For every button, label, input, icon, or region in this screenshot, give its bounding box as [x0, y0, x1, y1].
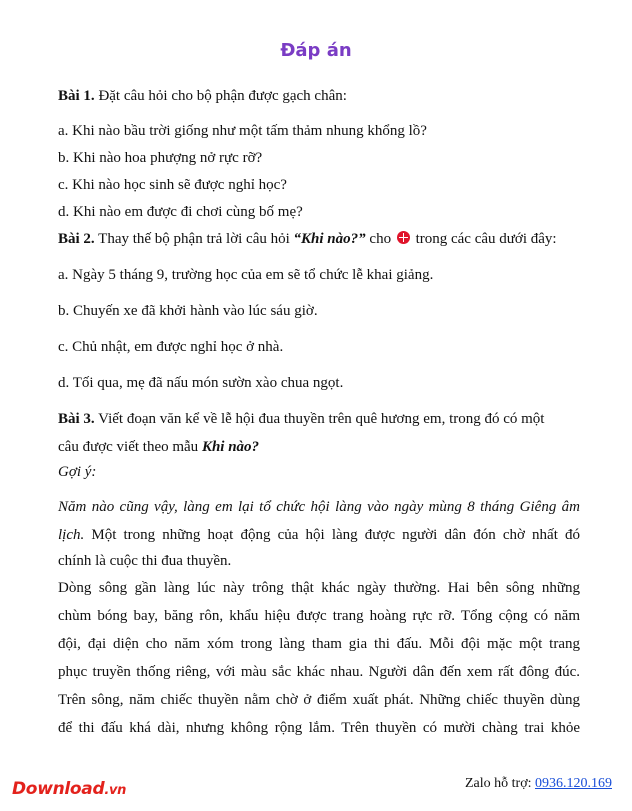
para2-line: chùm bóng bay, băng rôn, khẩu hiệu được trang hoàng rực rỡ. Tổng cộng có năm: [58, 608, 580, 624]
bai2-prompt-text: Thay thế bộ phận trả lời câu hỏi: [94, 231, 294, 247]
bai1-item-b: b. Khi nào hoa phượng nở rực rỡ?: [58, 150, 263, 166]
bai3-pattern: Khi nào?: [201, 439, 260, 455]
bai2-item-a: a. Ngày 5 tháng 9, trường học của em sẽ tổ chức lễ khai giảng.: [58, 267, 434, 283]
bai2-prompt-mid: cho: [365, 231, 395, 247]
bai2-item-b: b. Chuyến xe đã khởi hành vào lúc sáu giờ.: [58, 303, 318, 319]
para2-line: phục truyền thống riêng, với màu sắc khác nhau. Người dân đến xem rất đông đúc.: [58, 664, 580, 680]
bai2-item-c: c. Chủ nhật, em được nghỉ học ở nhà.: [58, 339, 284, 355]
bai3-heading: Bài 3.: [58, 411, 95, 427]
bai1-item-a: a. Khi nào bầu trời giống như một tấm thảm nhung khổng lồ?: [58, 123, 427, 139]
bai2-heading: Bài 2.: [58, 231, 95, 247]
bai2-quote: “Khi nào?”: [293, 231, 366, 247]
bai2-prompt-after: trong các câu dưới đây:: [411, 231, 557, 247]
para2-line: để thi đấu khá dài, nhưng không rộng lắm. Trên thuyền có mười chàng trai khỏe: [58, 720, 580, 736]
para1-rest: Một trong những hoạt động của hội làng được người dân đón chờ nhất đó: [84, 527, 580, 543]
para2-line: Trên sông, năm chiếc thuyền nằm chờ ở điểm xuất phát. Những chiếc thuyền dùng: [58, 692, 580, 708]
target-icon: [397, 231, 410, 244]
bai2-item-d: d. Tối qua, mẹ đã nấu món sườn xào chua ngọt.: [58, 375, 344, 391]
footer-support: [465, 776, 612, 792]
para1-italic: lịch.: [58, 527, 85, 543]
bai3-prompt-line1: Viết đoạn văn kể về lễ hội đua thuyền trên quê hương em, trong đó có một: [94, 411, 545, 427]
logo-suffix: .vn: [104, 783, 127, 798]
para1-line3: chính là cuộc thi đua thuyền.: [58, 553, 232, 569]
para2-line: đội, đại diện cho năm xóm trong làng tham gia thi đấu. Mỗi đội mặc một trang: [58, 636, 580, 652]
bai1-item-d: d. Khi nào em được đi chơi cùng bố mẹ?: [58, 204, 303, 220]
para2-line: Dòng sông gần làng lúc này trông thật khác ngày thường. Hai bên sông những: [58, 580, 580, 596]
support-label: Zalo hỗ trợ:: [465, 776, 535, 791]
bai1-heading-line: [58, 86, 347, 106]
bai1-heading: Bài 1.: [58, 88, 95, 104]
bai1-prompt: Đặt câu hỏi cho bộ phận được gạch chân:: [94, 88, 347, 104]
logo-text: Download: [12, 779, 105, 799]
bai3-prompt-text: câu được viết theo mẫu: [58, 439, 202, 455]
bai3-heading-line: [58, 409, 544, 429]
bai1-item-c: c. Khi nào học sinh sẽ được nghỉ học?: [58, 177, 287, 193]
para1-line1: Năm nào cũng vậy, làng em lại tổ chức hội làng vào ngày mùng 8 tháng Giêng âm: [58, 499, 580, 515]
support-phone-link[interactable]: 0936.120.169: [535, 776, 612, 791]
bai2-heading-line: [58, 229, 557, 249]
bai3-prompt-line2: [58, 437, 259, 457]
hint-label: Gợi ý:: [58, 464, 97, 480]
para1-line2: [58, 525, 580, 545]
page-title: Đáp án: [280, 40, 352, 61]
download-logo[interactable]: [12, 779, 126, 799]
